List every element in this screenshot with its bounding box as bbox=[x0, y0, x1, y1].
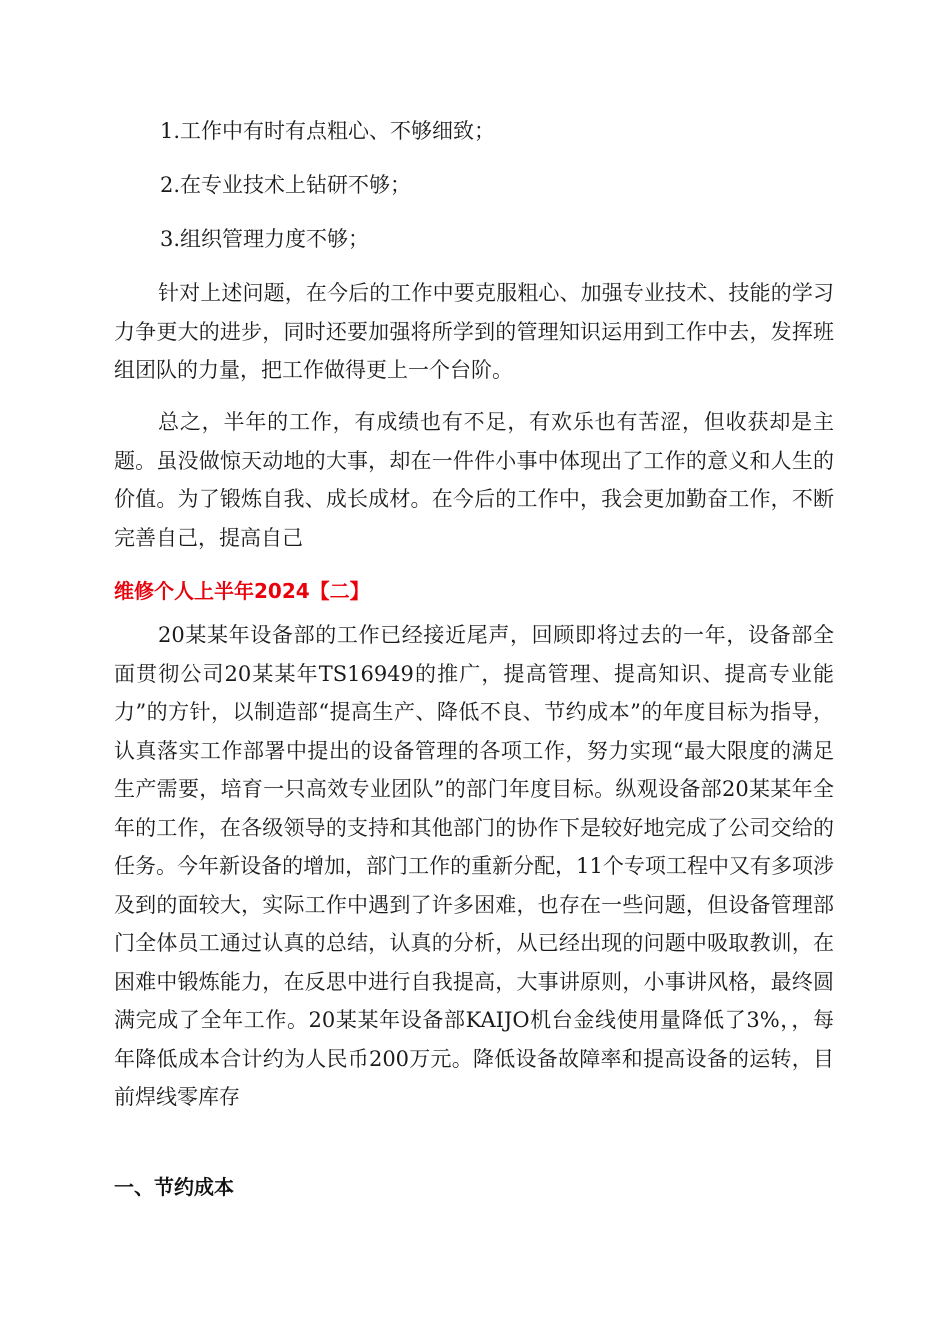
paragraph-improvement: 针对上述问题，在今后的工作中要克服粗心、加强专业技术、技能的学习力争更大的进步，同时还要加强将所学到的管理知识运用到工作中去，发挥班组团队的力量，把工作做得更上一个台阶。 bbox=[114, 281, 834, 382]
list-item-3: 3.组织管理力度不够； bbox=[160, 227, 370, 251]
subheading-cost-saving: 一、节约成本 bbox=[114, 1175, 234, 1199]
paragraph-equipment-report: 20某某年设备部的工作已经接近尾声，回顾即将过去的一年，设备部全面贯彻公司20某某年TS16949的推广，提高管理、提高知识、提高专业能力”的方针，以制造部“提高生产、降低不良、节约成本”的年度目标为指导，认真落实工作部署中提出的设备管理的各项工作，努力实现“最大限度的满足生产需要，培育一只高效专业团队”的部门年度目标。纵观设备部20某某年全年的工作，在各级领导的支持和其他部门的协作下是较好地完成了公司交给的任务。今年新设备的增加，部门工作的重新分配，11个专项工程中又有多项涉及到的面较大，实际工作中遇到了许多困难，也存在一些问题，但设备管理部门全体员工通过认真的总结，认真的分析，从已经出现的问题中吸取教训，在困难中锻炼能力，在反思中进行自我提高，大事讲原则，小事讲风格，最终圆满完成了全年工作。20某某年设备部KAIJO机台金线使用量降低了3%，，每年降低成本合计约为人民币200万元。降低设备故障率和提高设备的运转，目前焊线零库存 bbox=[114, 623, 834, 1109]
paragraph-summary: 总之，半年的工作，有成绩也有不足，有欢乐也有苦涩，但收获却是主题。虽没做惊天动地的大事，却在一件件小事中体现出了工作的意义和人生的价值。为了锻炼自我、成长成材。在今后的工作中，我会更加勤奋工作，不断完善自己，提高自己 bbox=[114, 410, 834, 550]
section-heading: 维修个人上半年2024【二】 bbox=[114, 579, 370, 603]
list-item-2: 2.在专业技术上钻研不够； bbox=[160, 173, 412, 197]
list-item-1: 1.工作中有时有点粗心、不够细致； bbox=[160, 119, 496, 143]
